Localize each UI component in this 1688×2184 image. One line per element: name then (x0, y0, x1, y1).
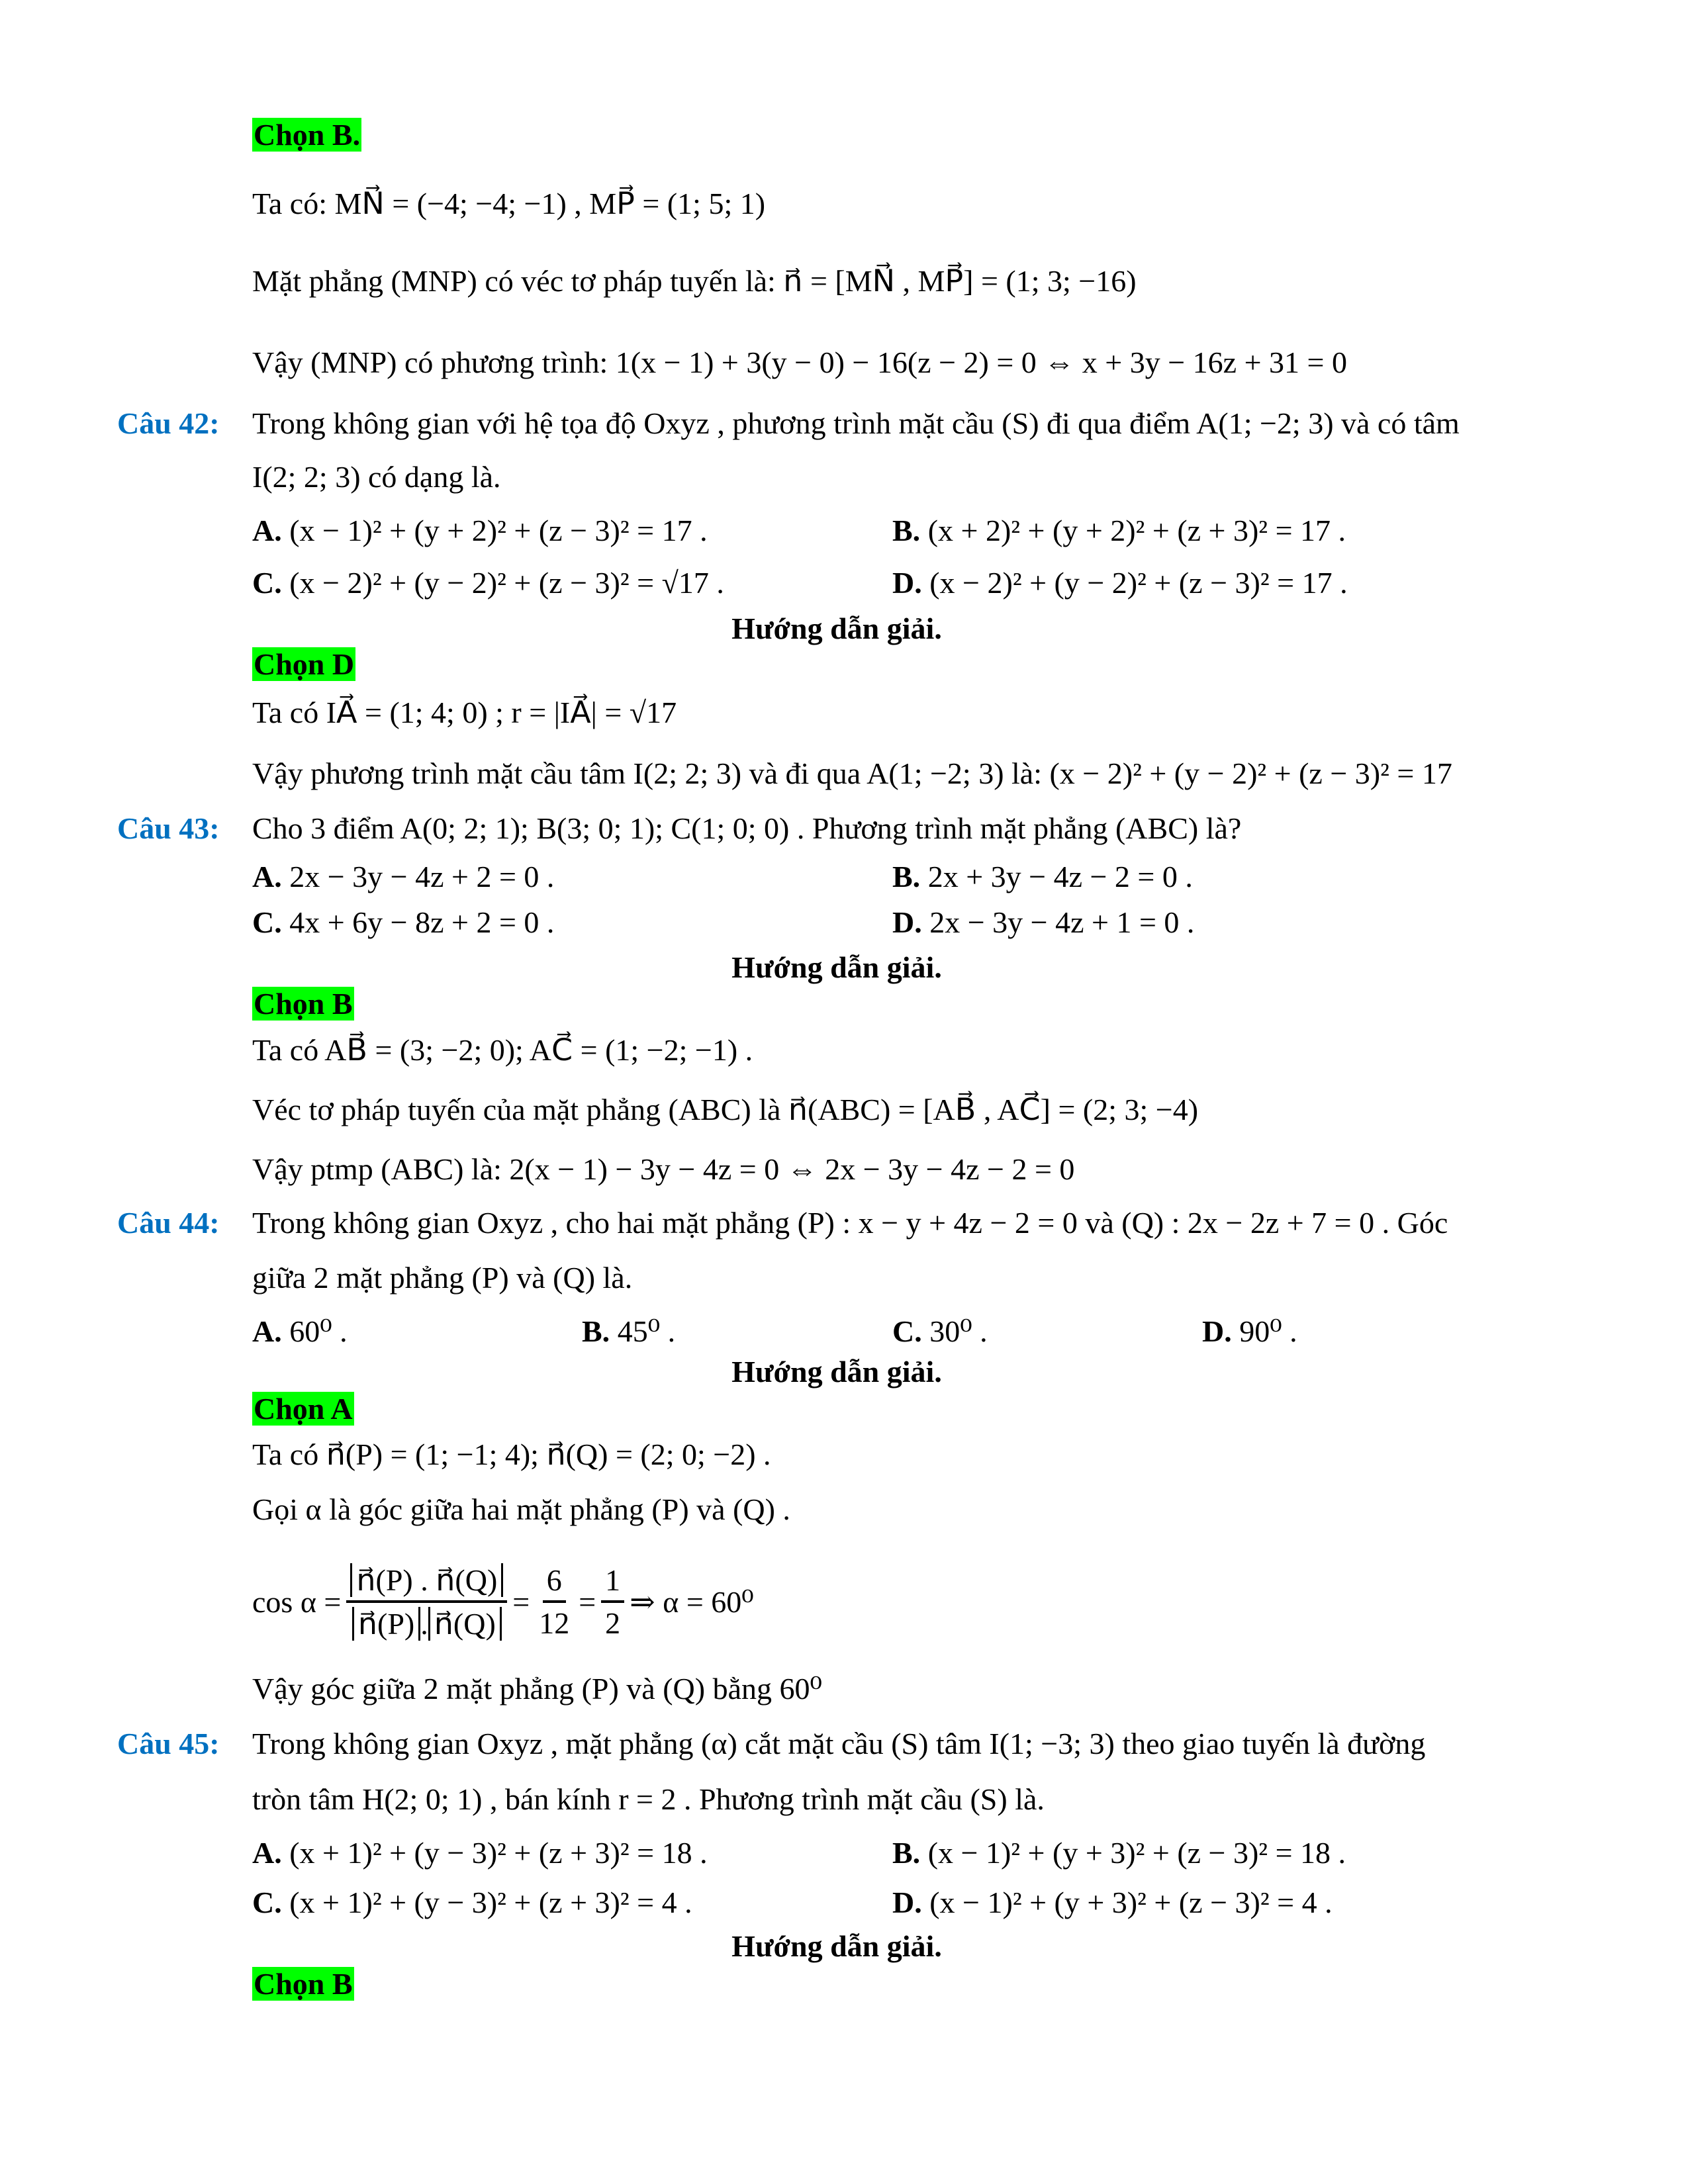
solution-heading: Hướng dẫn giải. (731, 1929, 942, 1963)
option-a: A. (x + 1)² + (y − 3)² + (z + 3)² = 18 . (252, 1836, 708, 1870)
option-c: C. 4x + 6y − 8z + 2 = 0 . (252, 905, 555, 939)
question-label: Câu 44: (117, 1206, 220, 1240)
fraction: $\frac{n⃗(P) . n⃗(Q)}{n⃗(P) . n⃗(Q)}$ (346, 1562, 507, 1641)
option-a: A. 60⁰ . (252, 1314, 348, 1348)
option-b: B. 2x + 3y − 4z − 2 = 0 . (892, 860, 1193, 893)
cosine-formula: cos α = $\frac{n⃗(P) . n⃗(Q)}{n⃗(P) . n⃗(Q)}$ = $\frac{6}{12}$ = $\frac{1}{2}$ ⇒ α = 60⁰ (252, 1563, 754, 1641)
solution-heading: Hướng dẫn giải. (731, 1355, 942, 1388)
question-stem: Trong không gian với hệ tọa độ Oxyz , phương trình mặt cầu (S) đi qua điểm A(1; −2; 3) và có tâm (252, 406, 1460, 440)
answer-choice: Chọn B. (254, 118, 361, 152)
option-d: D. 90⁰ . (1202, 1314, 1297, 1348)
solution-line: Vậy (MNP) có phương trình: 1(x − 1) + 3(y − 0) − 16(z − 2) = 0 ⇔ x + 3y − 16z + 31 = 0 (252, 345, 1347, 379)
option-a: A. 2x − 3y − 4z + 2 = 0 . (252, 860, 555, 893)
solution-line: Mặt phẳng (MNP) có véc tơ pháp tuyến là: n⃗ = [MN⃗ , MP⃗] = (1; 3; −16) (252, 264, 1137, 298)
fraction: $\frac{1}{2}$ (601, 1563, 624, 1641)
option-b: B. 45⁰ . (582, 1314, 676, 1348)
question-label: Câu 43: (117, 811, 220, 845)
answer-choice: Chọn A (254, 1392, 353, 1426)
solution-line: Véc tơ pháp tuyến của mặt phẳng (ABC) là n⃗(ABC) = [AB⃗ , AC⃗] = (2; 3; −4) (252, 1093, 1199, 1126)
solution-line: Vậy phương trình mặt cầu tâm I(2; 2; 3) và đi qua A(1; −2; 3) là: (x − 2)² + (y − 2)² + (z − 3)² = 17 (252, 756, 1452, 790)
option-a: A. (x − 1)² + (y + 2)² + (z − 3)² = 17 . (252, 514, 708, 547)
option-b: B. (x + 2)² + (y + 2)² + (z + 3)² = 17 . (892, 514, 1346, 547)
solution-heading: Hướng dẫn giải. (731, 612, 942, 645)
option-d: D. (x − 1)² + (y + 3)² + (z − 3)² = 4 . (892, 1886, 1333, 1919)
option-d: D. (x − 2)² + (y − 2)² + (z − 3)² = 17 . (892, 566, 1348, 600)
answer-choice: Chọn B (254, 1967, 353, 2001)
question-stem: I(2; 2; 3) có dạng là. (252, 460, 501, 494)
solution-line: Ta có: MN⃗ = (−4; −4; −1) , MP⃗ = (1; 5; 1) (252, 187, 766, 220)
option-b: B. (x − 1)² + (y + 3)² + (z − 3)² = 18 . (892, 1836, 1346, 1870)
answer-choice: Chọn B (254, 987, 353, 1021)
question-label: Câu 45: (117, 1727, 220, 1760)
fraction: $\frac{6}{12}$ (539, 1563, 570, 1640)
question-stem: tròn tâm H(2; 0; 1) , bán kính r = 2 . Phương trình mặt cầu (S) là. (252, 1782, 1045, 1816)
question-stem: Cho 3 điểm A(0; 2; 1); B(3; 0; 1); C(1; 0; 0) . Phương trình mặt phẳng (ABC) là? (252, 811, 1242, 845)
solution-line: Ta có AB⃗ = (3; −2; 0); AC⃗ = (1; −2; −1) . (252, 1033, 753, 1067)
option-c: C. (x + 1)² + (y − 3)² + (z + 3)² = 4 . (252, 1886, 692, 1919)
solution-line: Ta có n⃗(P) = (1; −1; 4); n⃗(Q) = (2; 0; −2) . (252, 1437, 771, 1471)
solution-line: Vậy ptmp (ABC) là: 2(x − 1) − 3y − 4z = 0 ⇔ 2x − 3y − 4z − 2 = 0 (252, 1152, 1075, 1186)
option-d: D. 2x − 3y − 4z + 1 = 0 . (892, 905, 1195, 939)
question-stem: giữa 2 mặt phẳng (P) và (Q) là. (252, 1261, 633, 1295)
solution-line: Gọi α là góc giữa hai mặt phẳng (P) và (Q) . (252, 1492, 790, 1526)
question-stem: Trong không gian Oxyz , mặt phẳng (α) cắt mặt cầu (S) tâm I(1; −3; 3) theo giao tuyến là đường (252, 1727, 1426, 1760)
answer-choice: Chọn D (254, 647, 355, 681)
question-stem: Trong không gian Oxyz , cho hai mặt phẳng (P) : x − y + 4z − 2 = 0 và (Q) : 2x − 2z + 7 = 0 . Góc (252, 1206, 1448, 1240)
question-label: Câu 42: (117, 406, 220, 440)
solution-line: Vậy góc giữa 2 mặt phẳng (P) và (Q) bằng 60⁰ (252, 1672, 822, 1706)
solution-line: Ta có IA⃗ = (1; 4; 0) ; r = |IA⃗| = √17 (252, 696, 677, 729)
option-c: C. (x − 2)² + (y − 2)² + (z − 3)² = √17 . (252, 566, 724, 600)
solution-heading: Hướng dẫn giải. (731, 950, 942, 984)
option-c: C. 30⁰ . (892, 1314, 988, 1348)
